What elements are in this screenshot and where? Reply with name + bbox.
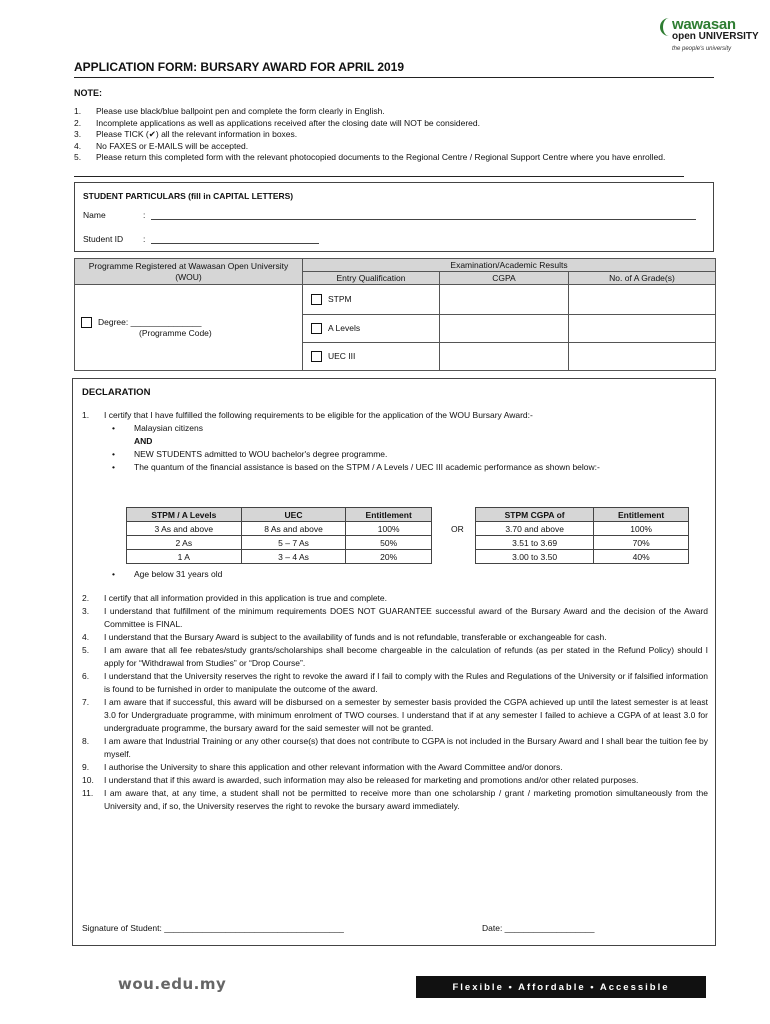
- notes-divider: [74, 176, 684, 177]
- name-field[interactable]: [151, 209, 696, 220]
- grades-input-alevels[interactable]: [569, 315, 716, 343]
- note-item: 4. No FAXES or E-MAILS will be accepted.: [74, 140, 249, 151]
- student-particulars-box: [74, 182, 714, 252]
- declaration-heading: DECLARATION: [82, 387, 151, 398]
- table-row: 3.70 and above 100%: [476, 522, 689, 536]
- note-label: NOTE:: [74, 88, 102, 98]
- wou-logo: [660, 14, 764, 58]
- cgpa-input-alevels[interactable]: [440, 315, 569, 343]
- note-item: 3. Please TICK (✔) all the relevant information in boxes.: [74, 129, 298, 139]
- declaration-item: 2. I certify that all information provided in this application is true and complete.: [82, 593, 388, 603]
- student-id-field[interactable]: [151, 233, 319, 244]
- bullet-item-age: • Age below 31 years old: [112, 569, 223, 579]
- student-id-label: Student ID: [83, 234, 124, 244]
- alevels-checkbox[interactable]: [311, 323, 322, 334]
- logo-line2: open UNIVERSITY: [672, 31, 759, 42]
- cgpa-input-uec[interactable]: [440, 343, 569, 371]
- declaration-item: 9. I authorise the University to share this application and other relevant information with the Award Committee and/or donors.: [82, 762, 563, 772]
- degree-checkbox[interactable]: [81, 317, 92, 328]
- programme-results-table: [74, 258, 716, 371]
- form-title: APPLICATION FORM: BURSARY AWARD FOR APRIL 2019: [74, 60, 405, 74]
- table-row: 1 A 3 – 4 As 20%: [127, 550, 432, 564]
- note-item: 2. Incomplete applications as well as applications received after the closing date will NOT be considered.: [74, 117, 480, 128]
- declaration-item: 11. I am aware that, at any time, a student shall not be permitted to receive more than one scholarship / grant / marketing promotion simultaneously from the University and, if so, the University reserves the right to revoke the bursary award immediately.: [82, 788, 708, 811]
- declaration-item: 8. I am aware that Industrial Training or any other course(s) that does not contribute to CGPA is not included in the Bursary Award and I shall bear the tuition fee by myself.: [82, 736, 708, 759]
- note-item: 1. Please use black/blue ballpoint pen and complete the form clearly in English.: [74, 106, 385, 116]
- programme-code-label: (Programme Code): [139, 328, 212, 339]
- cgpa-header: CGPA: [440, 272, 569, 285]
- a-grades-header: No. of A Grade(s): [569, 272, 716, 285]
- title-divider: [74, 77, 714, 78]
- and-label: AND: [134, 436, 153, 446]
- declaration-item: 3. I understand that fulfillment of the minimum requirements DOES NOT GUARANTEE successful award of the Bursary Award and the decision of the Award Committee is FINAL.: [82, 606, 708, 629]
- grades-input-uec[interactable]: [569, 343, 716, 371]
- stpm-checkbox[interactable]: [311, 294, 322, 305]
- qual-row-uec: UEC III: [303, 343, 440, 371]
- uec-checkbox[interactable]: [311, 351, 322, 362]
- student-id-colon: :: [143, 234, 146, 244]
- qual-row-stpm: STPM: [303, 285, 440, 315]
- logo-tagline: the people's university: [672, 46, 732, 52]
- or-label: OR: [451, 524, 464, 534]
- declaration-item: 6. I understand that the University reserves the right to revoke the award if I fail to comply with the Rules and Regulations of the University or if falsified information is found to be furnished in order to manipulate the outcome of the award.: [82, 671, 708, 694]
- degree-cell: [75, 285, 303, 371]
- bullet-item: • NEW STUDENTS admitted to WOU bachelor's degree programme.: [112, 449, 388, 459]
- programme-header: Programme Registered at Wawasan Open University (WOU): [75, 259, 303, 285]
- notes-list: [74, 106, 694, 164]
- grades-input-stpm[interactable]: [569, 285, 716, 315]
- note-item: 5. Please return this completed form with the relevant photocopied documents to the Regional Centre / Regional Support Centre where you have enrolled.: [74, 152, 666, 162]
- declaration-item-1: 1. I certify that I have fulfilled the following requirements to be eligible for the application of the WOU Bursary Award:- • Malaysian citizens AND • NEW STUDENTS admitted to WOU bachelor's degree programme. • The quantum of the financial assistance is based on the STPM / A Levels / UEC III academic performance as shown below:-: [82, 409, 708, 474]
- qual-row-alevels: A Levels: [303, 315, 440, 343]
- table-row: 3.00 to 3.50 40%: [476, 550, 689, 564]
- declaration-item: 5. I am aware that all fee rebates/study grants/scholarships shall become chargeable in the calculation of refunds (as per stated in the Refund Policy) should I apply for “Withdrawal from Studies” or “Drop Course”.: [82, 645, 708, 668]
- name-label: Name: [83, 210, 106, 220]
- student-particulars-heading: STUDENT PARTICULARS (fill in CAPITAL LETTERS): [83, 191, 294, 201]
- date-field[interactable]: Date: ___________________: [482, 923, 595, 933]
- footer-slogan: Flexible • Affordable • Accessible: [416, 976, 706, 998]
- entry-qualification-header: Entry Qualification: [303, 272, 440, 285]
- declaration-items: [82, 592, 708, 813]
- results-header: Examination/Academic Results: [303, 259, 716, 272]
- name-colon: :: [143, 210, 146, 220]
- declaration-item: 10. I understand that if this award is awarded, such information may also be released for marketing and promotions and/or other related purposes.: [82, 775, 639, 785]
- table-row: 3.51 to 3.69 70%: [476, 536, 689, 550]
- stpm-uec-entitlement-table: STPM / A Levels UEC Entitlement 3 As and above 8 As and above 100% 2 As 5 – 7 As 50% 1 A 3 – 4 As 20%: [126, 507, 432, 564]
- signature-field[interactable]: Signature of Student: ______________________________________: [82, 923, 344, 933]
- logo-line1: wawasan: [672, 16, 736, 33]
- bullet-item: • The quantum of the financial assistance is based on the STPM / A Levels / UEC III academic performance as shown below:-: [112, 462, 600, 472]
- bullet-item: • Malaysian citizens: [112, 423, 203, 433]
- table-row: 2 As 5 – 7 As 50%: [127, 536, 432, 550]
- degree-label: Degree: _______________: [98, 316, 202, 327]
- cgpa-input-stpm[interactable]: [440, 285, 569, 315]
- declaration-item: 7. I am aware that if successful, this award will be disbursed on a semester by semester basis provided the CGPA achieved up until the latest semester is at least 3.0 for Undergraduate programme, with minimum enrolment of TWO courses. I understand that if at any semester I failed to achieve a CGPA of at least 3.0 for undergraduate programme, the bursary award for the said semester will not be granted.: [82, 697, 708, 733]
- cgpa-entitlement-table: STPM CGPA of Entitlement 3.70 and above 100% 3.51 to 3.69 70% 3.00 to 3.50 40%: [475, 507, 689, 564]
- declaration-item: 4. I understand that the Bursary Award is subject to the availability of funds and is not refundable, transferable or exchangeable for cash.: [82, 632, 607, 642]
- footer-url: wou.edu.my: [118, 975, 227, 993]
- table-row: 3 As and above 8 As and above 100%: [127, 522, 432, 536]
